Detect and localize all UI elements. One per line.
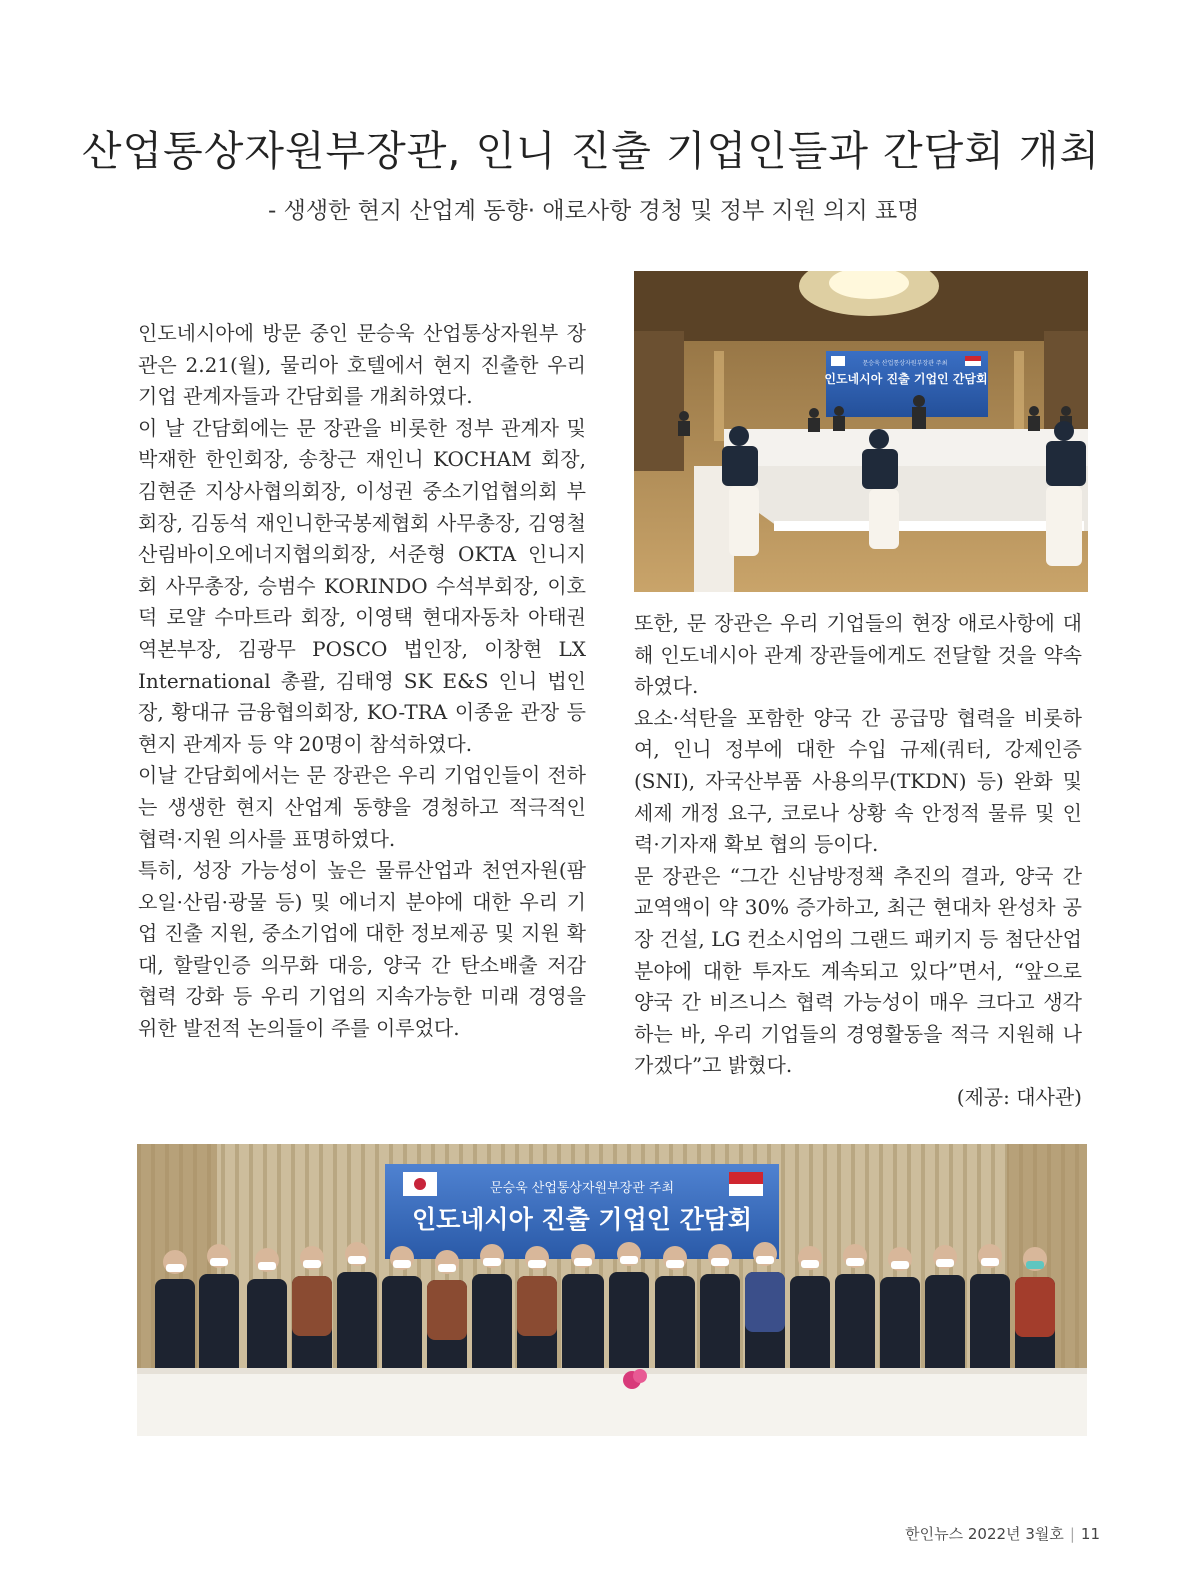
group-photo: [137, 1144, 1087, 1436]
footer-divider: |: [1069, 1525, 1075, 1543]
group-banner-title: 인도네시아 진출 기업인 간담회: [411, 1205, 753, 1234]
article-paragraph: 인도네시아에 방문 중인 문승욱 산업통상자원부 장관은 2.21(월), 물리아 호텔에서 현지 진출한 우리 기업 관계자들과 간담회를 개최하였다.: [138, 321, 586, 409]
article-right-column: [634, 608, 1082, 1114]
article-paragraph: 요소·석탄을 포함한 양국 간 공급망 협력을 비롯하여, 인니 정부에 대한 수입 규제(쿼터, 강제인증(SNI), 자국산부품 사용의무(TKDN) 등) 완화 및 세제 개정 요구, 코로나 상황 속 안정적 물류 및 인력·기자재 확보 협의 등이다.: [634, 705, 1082, 857]
publication-name: 한인뉴스 2022년 3월호: [905, 1525, 1064, 1543]
page-footer: [905, 1523, 1100, 1544]
meeting-banner-title: 인도네시아 진출 기업인 간담회: [824, 372, 988, 386]
photo-credit: (제공: 대사관): [956, 1084, 1082, 1109]
article-paragraph: 특히, 성장 가능성이 높은 물류산업과 천연자원(팜오일·산림·광물 등) 및 에너지 분야에 대한 우리 기업 진출 지원, 중소기업에 대한 정보제공 및 지원 확대, 할랄인증 의무화 대응, 양국 간 탄소배출 저감 협력 강화 등 우리 기업의 지속가능한 미래 경영을 위한 발전적 논의들이 주를 이루었다.: [138, 858, 586, 1041]
article-left-column: [138, 318, 586, 1045]
meeting-banner-subtitle: 문승욱 산업통상자원부장관 주최: [862, 360, 948, 367]
group-banner-subtitle: 문승욱 산업통상자원부장관 주최: [489, 1181, 675, 1196]
article-paragraph: 이 날 간담회에는 문 장관을 비롯한 정부 관계자 및 박재한 한인회장, 송창근 재인니 KOCHAM 회장, 김현준 지상사협의회장, 이성권 중소기업협의회 부회장, 김동석 재인니한국봉제협회 사무총장, 김영철 산림바이오에너지협의회장, 서준형 OKTA 인니지회 사무총장, 승범수 KORINDO 수석부회장, 이호덕 로얄 수마트라 회장, 이영택 현대자동차 아태권역본부장, 김광무 POSCO 법인장, 이창현 LX International 총괄, 김태영 SK E&S 인니 법인장, 황대규 금융협의회장, KO-TRA 이종윤 관장 등 현지 관계자 등 약 20명이 참석하였다.: [138, 415, 586, 756]
article-paragraph: 또한, 문 장관은 우리 기업들의 현장 애로사항에 대해 인도네시아 관계 장관들에게도 전달할 것을 약속하였다.: [634, 611, 1082, 699]
page-number: 11: [1080, 1525, 1100, 1543]
article-title: 산업통상자원부장관, 인니 진출 기업인들과 간담회 개최: [81, 127, 1101, 175]
article-paragraph: 이날 간담회에서는 문 장관은 우리 기업인들이 전하는 생생한 현지 산업계 동향을 경청하고 적극적인 협력·지원 의사를 표명하였다.: [138, 763, 586, 851]
article-paragraph: 문 장관은 “그간 신남방정책 추진의 결과, 양국 간 교역액이 약 30% 증가하고, 최근 현대차 완성차 공장 건설, LG 컨소시엄의 그랜드 패키지 등 첨단산업 분야에 대한 투자도 계속되고 있다”면서, “앞으로 양국 간 비즈니스 협력 가능성이 매우 크다고 생각하는 바, 우리 기업들의 경영활동을 적극 지원해 나가겠다”고 밝혔다.: [634, 863, 1082, 1078]
meeting-photo: [634, 271, 1088, 592]
article-subtitle: - 생생한 현지 산업계 동향· 애로사항 경청 및 정부 지원 의지 표명: [268, 198, 920, 224]
